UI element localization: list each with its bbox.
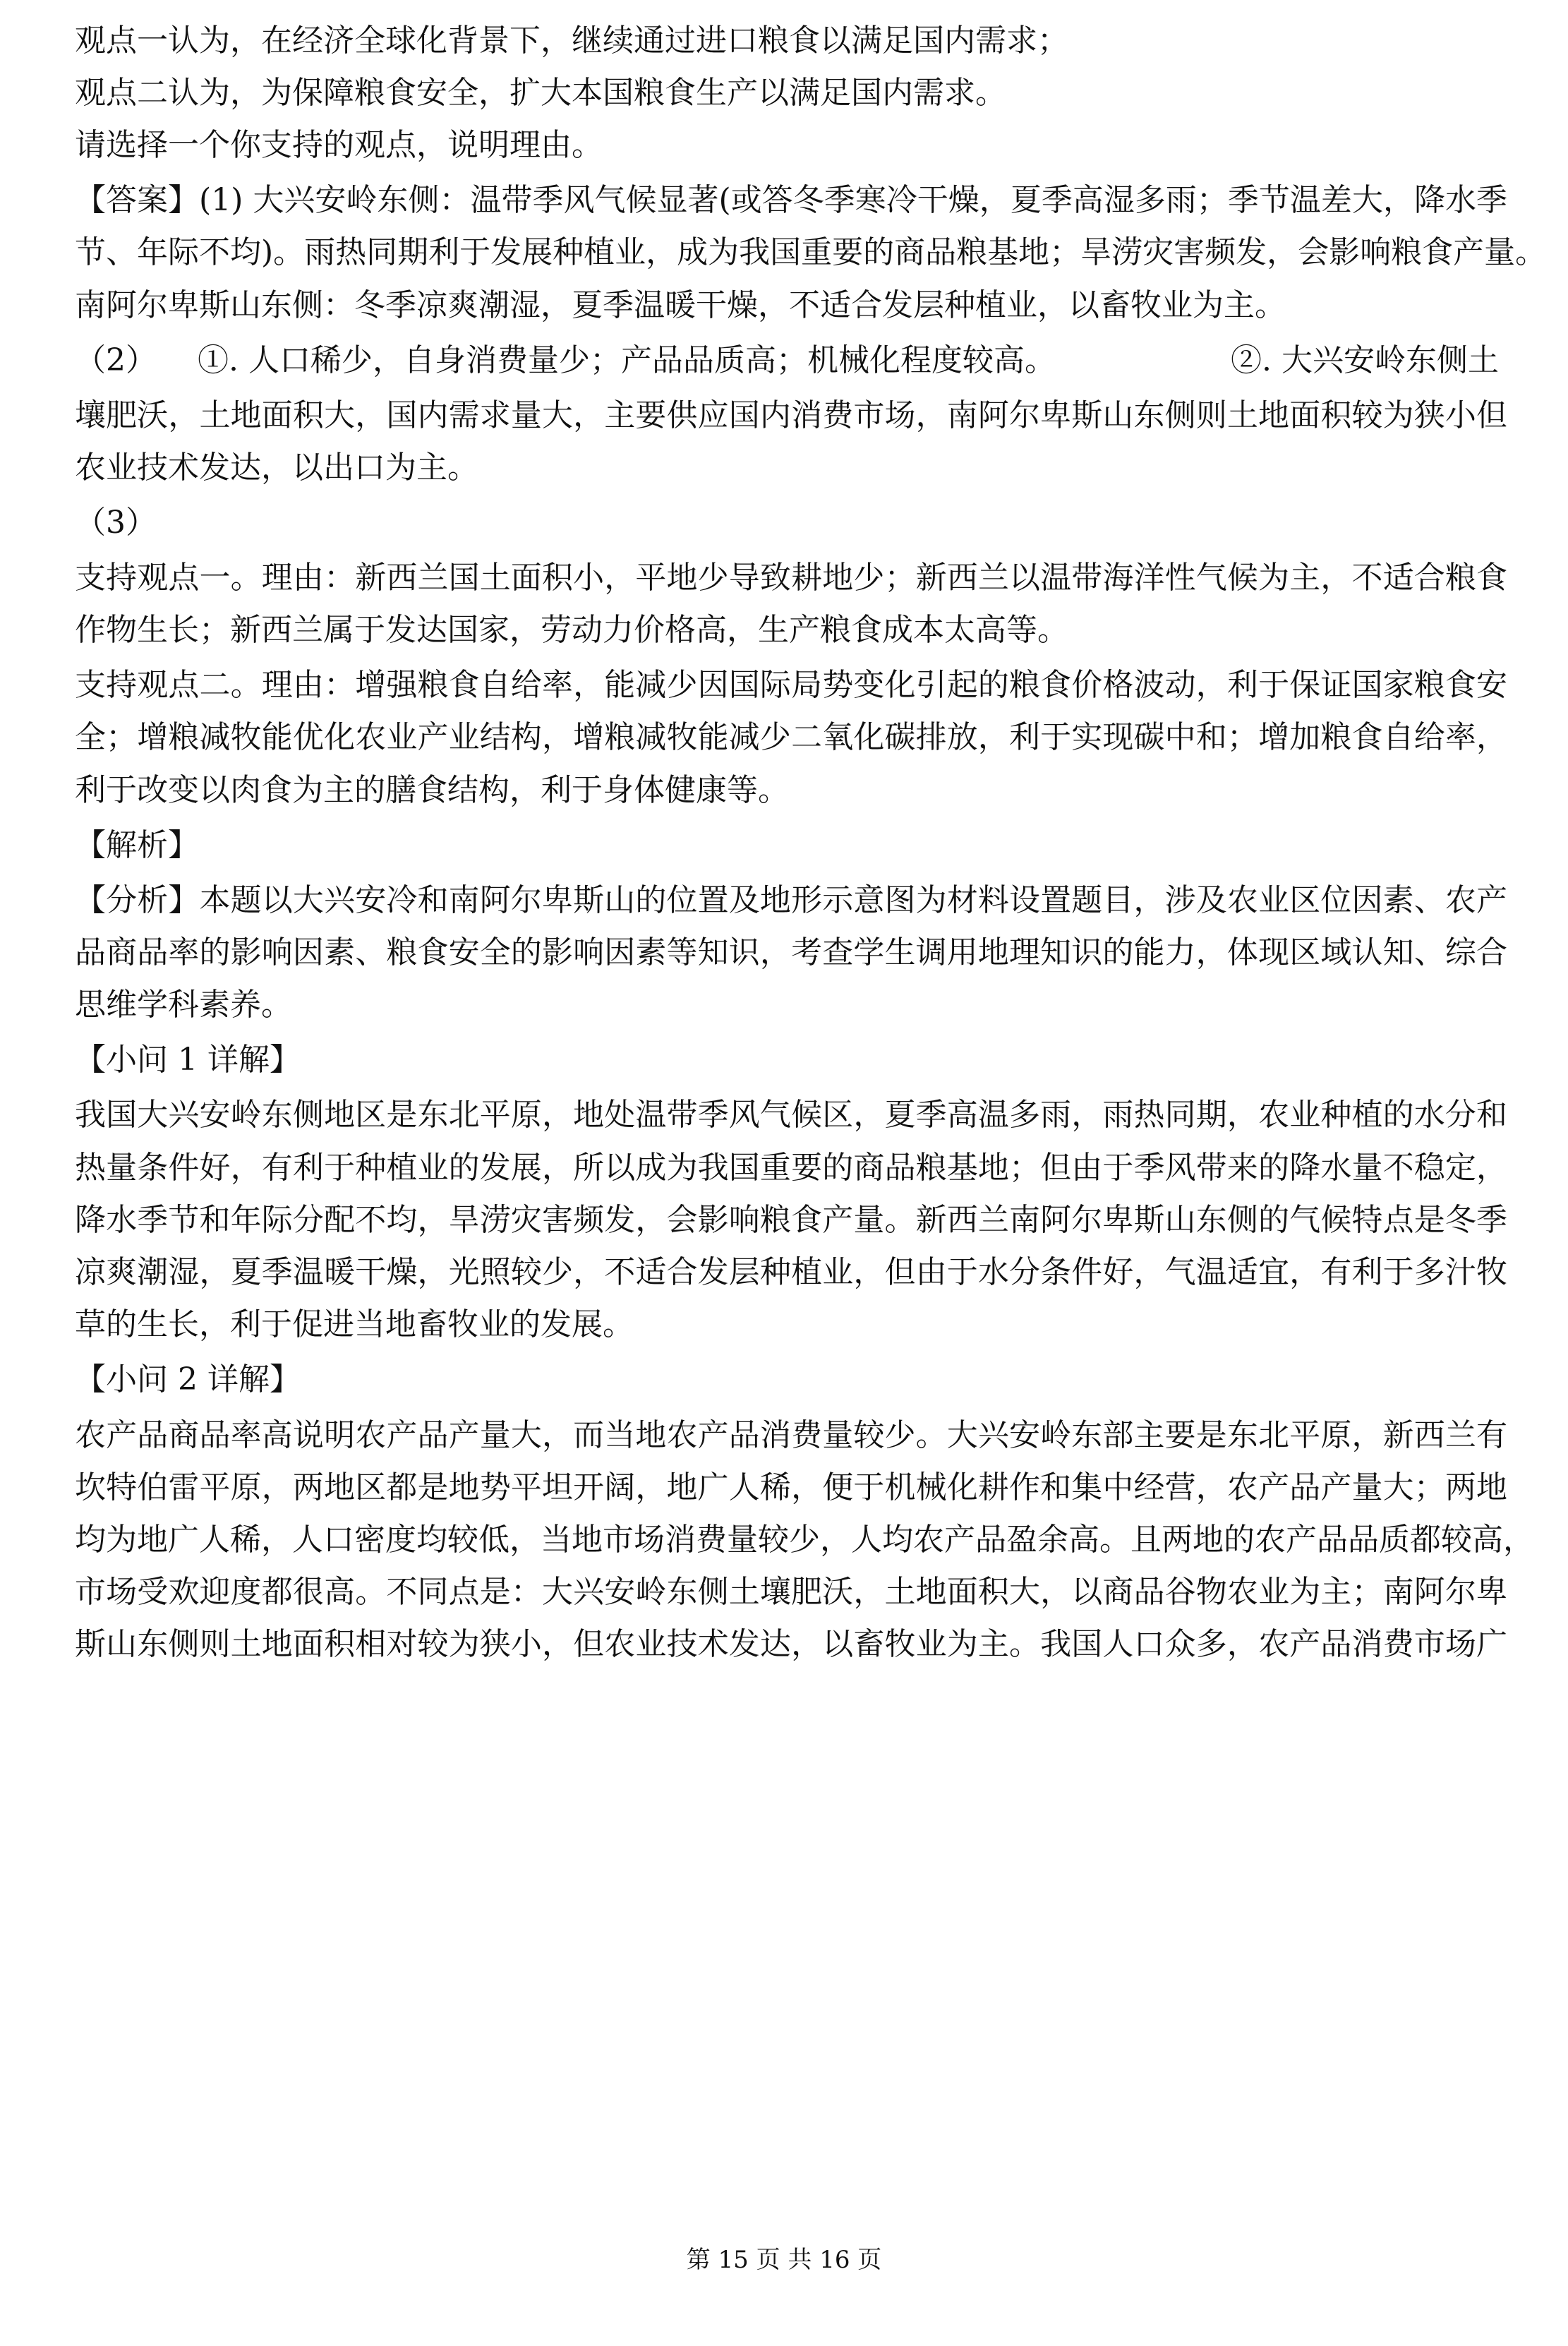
text-line: 农产品商品率高说明农产品产量大，而当地农产品消费量较少。大兴安岭东部主要是东北平原，新西兰有 [75,1417,1507,1453]
text-line: 支持观点一。理由：新西兰国土面积小，平地少导致耕地少；新西兰以温带海洋性气候为主，不适合粮食 [75,560,1507,596]
subquestion-1-heading: 【小问 1 详解】 [75,1042,301,1078]
text-line: 市场受欢迎度都很高。不同点是：大兴安岭东侧土壤肥沃，土地面积大，以商品谷物农业为主；南阿尔卑 [75,1574,1507,1610]
text-line: 全；增粮减牧能优化农业产业结构，增粮减牧能减少二氧化碳排放，利于实现碳中和；增加粮食自给率， [75,719,1507,755]
text-line: 观点二认为，为保障粮食安全，扩大本国粮食生产以满足国内需求。 [75,75,1006,111]
text-line: 思维学科素养。 [75,987,292,1023]
text-line: 利于改变以肉食为主的膳食结构，利于身体健康等。 [75,772,789,808]
text-line: 壤肥沃，土地面积大，国内需求量大，主要供应国内消费市场，南阿尔卑斯山东侧则土地面积较为狭小但 [75,397,1507,433]
page-footer: 第 15 页 共 16 页 [686,2246,882,2274]
q2-part-2: ②. 大兴安岭东侧土 [1231,342,1499,378]
text-line: 观点一认为，在经济全球化背景下，继续通过进口粮食以满足国内需求； [75,23,1068,59]
text-line: 坎特伯雷平原，两地区都是地势平坦开阔，地广人稀，便于机械化耕作和集中经营，农产品产量大；两地 [75,1469,1507,1505]
text-line: 品商品率的影响因素、粮食安全的影响因素等知识，考查学生调用地理知识的能力，体现区域认知、综合 [75,934,1507,970]
subquestion-2-heading: 【小问 2 详解】 [75,1361,301,1397]
text-line: 降水季节和年际分配不均，旱涝灾害频发，会影响粮食产量。新西兰南阿尔卑斯山东侧的气候特点是冬季 [75,1202,1507,1238]
text-line: 热量条件好，有利于种植业的发展，所以成为我国重要的商品粮基地；但由于季风带来的降水量不稳定， [75,1150,1507,1186]
q2-label: （2） [75,342,157,378]
text-line: 凉爽潮湿，夏季温暖干燥，光照较少，不适合发层种植业，但由于水分条件好，气温适宜，有利于多汁牧 [75,1254,1507,1290]
text-line: 节、年际不均)。雨热同期利于发展种植业，成为我国重要的商品粮基地；旱涝灾害频发，会影响粮食产量。 [75,234,1547,270]
text-line: 斯山东侧则土地面积相对较为狭小，但农业技术发达，以畜牧业为主。我国人口众多，农产品消费市场广 [75,1626,1507,1662]
text-line: 作物生长；新西兰属于发达国家，劳动力价格高，生产粮食成本太高等。 [75,612,1068,648]
text-line: 请选择一个你支持的观点，说明理由。 [75,127,603,163]
analysis-heading: 【解析】 [75,827,199,863]
q3-label: （3） [75,505,157,541]
text-line: 支持观点二。理由：增强粮食自给率，能减少因国际局势变化引起的粮食价格波动，利于保证国家粮食安 [75,667,1507,703]
text-line: 我国大兴安岭东侧地区是东北平原，地处温带季风气候区，夏季高温多雨，雨热同期，农业种植的水分和 [75,1097,1507,1133]
text-line: 农业技术发达，以出口为主。 [75,450,478,486]
q2-part-1: ①. 人口稀少，自身消费量少；产品品质高；机械化程度较高。 [198,342,1056,378]
answer-heading-line: 【答案】(1) 大兴安岭东侧：温带季风气候显著(或答冬季寒冷干燥，夏季高湿多雨；季节温差大，降水季 [75,182,1507,218]
text-line: 南阿尔卑斯山东侧：冬季凉爽潮湿，夏季温暖干燥，不适合发层种植业，以畜牧业为主。 [75,287,1286,323]
text-line: 均为地广人稀，人口密度均较低，当地市场消费量较少，人均农产品盈余高。且两地的农产品品质都较高， [75,1522,1534,1558]
text-line: 【分析】本题以大兴安冷和南阿尔卑斯山的位置及地形示意图为材料设置题目，涉及农业区位因素、农产 [75,882,1507,918]
text-line: 草的生长，利于促进当地畜牧业的发展。 [75,1306,634,1342]
